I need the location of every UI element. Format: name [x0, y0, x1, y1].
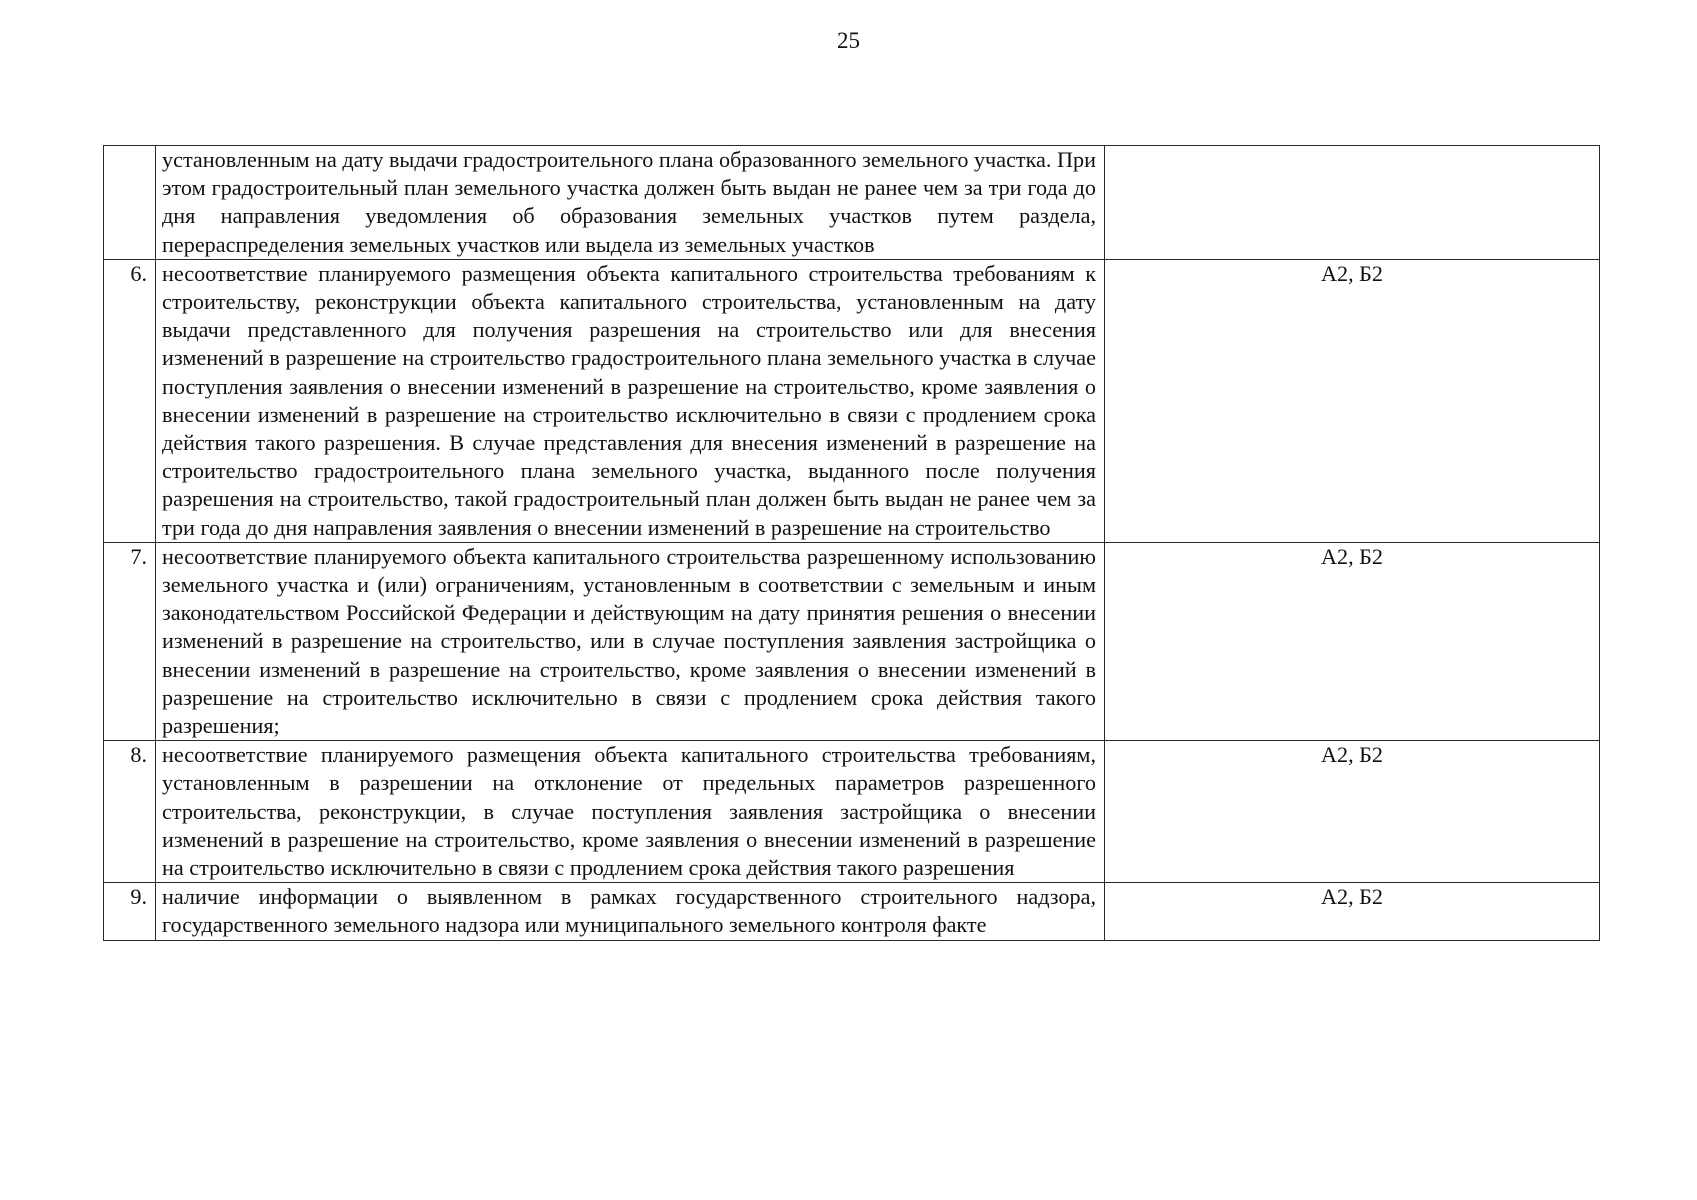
row-number: 6.	[104, 259, 156, 542]
row-code: А2, Б2	[1105, 259, 1600, 542]
row-code: А2, Б2	[1105, 883, 1600, 940]
table-row	[104, 542, 1600, 740]
row-number	[104, 146, 156, 260]
row-text: установленным на дату выдачи градостроительного плана образованного земельного участка. При этом градостроительный план земельного участка должен быть выдан не ранее чем за три года до дня направления уведомления об образования земельных участков путем раздела, перераспределения земельных участков или выдела из земельных участков	[156, 146, 1105, 260]
table-row	[104, 146, 1600, 260]
row-number: 8.	[104, 741, 156, 883]
table-row	[104, 259, 1600, 542]
row-text: несоответствие планируемого размещения объекта капитального строительства требованиям, установленным в разрешении на отклонение от предельных параметров разрешенного строительства, реконструкции, в случае поступления заявления застройщика о внесении изменений в разрешение на строительство, кроме заявления о внесении изменений в разрешение на строительство исключительно в связи с продлением срока действия такого разрешения	[156, 741, 1105, 883]
table-row	[104, 741, 1600, 883]
page-number: 25	[837, 28, 860, 53]
row-number: 9.	[104, 883, 156, 940]
row-text: несоответствие планируемого размещения объекта капитального строительства требованиям к строительству, реконструкции объекта капитального строительства, установленным на дату выдачи представленного для получения разрешения на строительство или для внесения изменений в разрешение на строительство градостроительного плана земельного участка в случае поступления заявления о внесении изменений в разрешение на строительство, кроме заявления о внесении изменений в разрешение на строительство исключительно в связи с продлением срока действия такого разрешения. В случае представления для внесения изменений в разрешение на строительство градостроительного плана земельного участка, выданного после получения разрешения на строительство, такой градостроительный план должен быть выдан не ранее чем за три года до дня направления заявления о внесении изменений в разрешение на строительство	[156, 259, 1105, 542]
row-text: несоответствие планируемого объекта капитального строительства разрешенному использованию земельного участка и (или) ограничениям, установленным в соответствии с земельным и иным законодательством Российской Федерации и действующим на дату принятия решения о внесении изменений в разрешение на строительство, или в случае поступления заявления застройщика о внесении изменений в разрешение на строительство, кроме заявления о внесении изменений в разрешение на строительство исключительно в связи с продлением срока действия такого разрешения;	[156, 542, 1105, 740]
row-text: наличие информации о выявленном в рамках государственного строительного надзора, государственного земельного надзора или муниципального земельного контроля факте	[156, 883, 1105, 940]
table-row	[104, 883, 1600, 940]
grounds-table	[103, 145, 1600, 941]
row-code	[1105, 146, 1600, 260]
row-number: 7.	[104, 542, 156, 740]
row-code: А2, Б2	[1105, 741, 1600, 883]
row-code: А2, Б2	[1105, 542, 1600, 740]
